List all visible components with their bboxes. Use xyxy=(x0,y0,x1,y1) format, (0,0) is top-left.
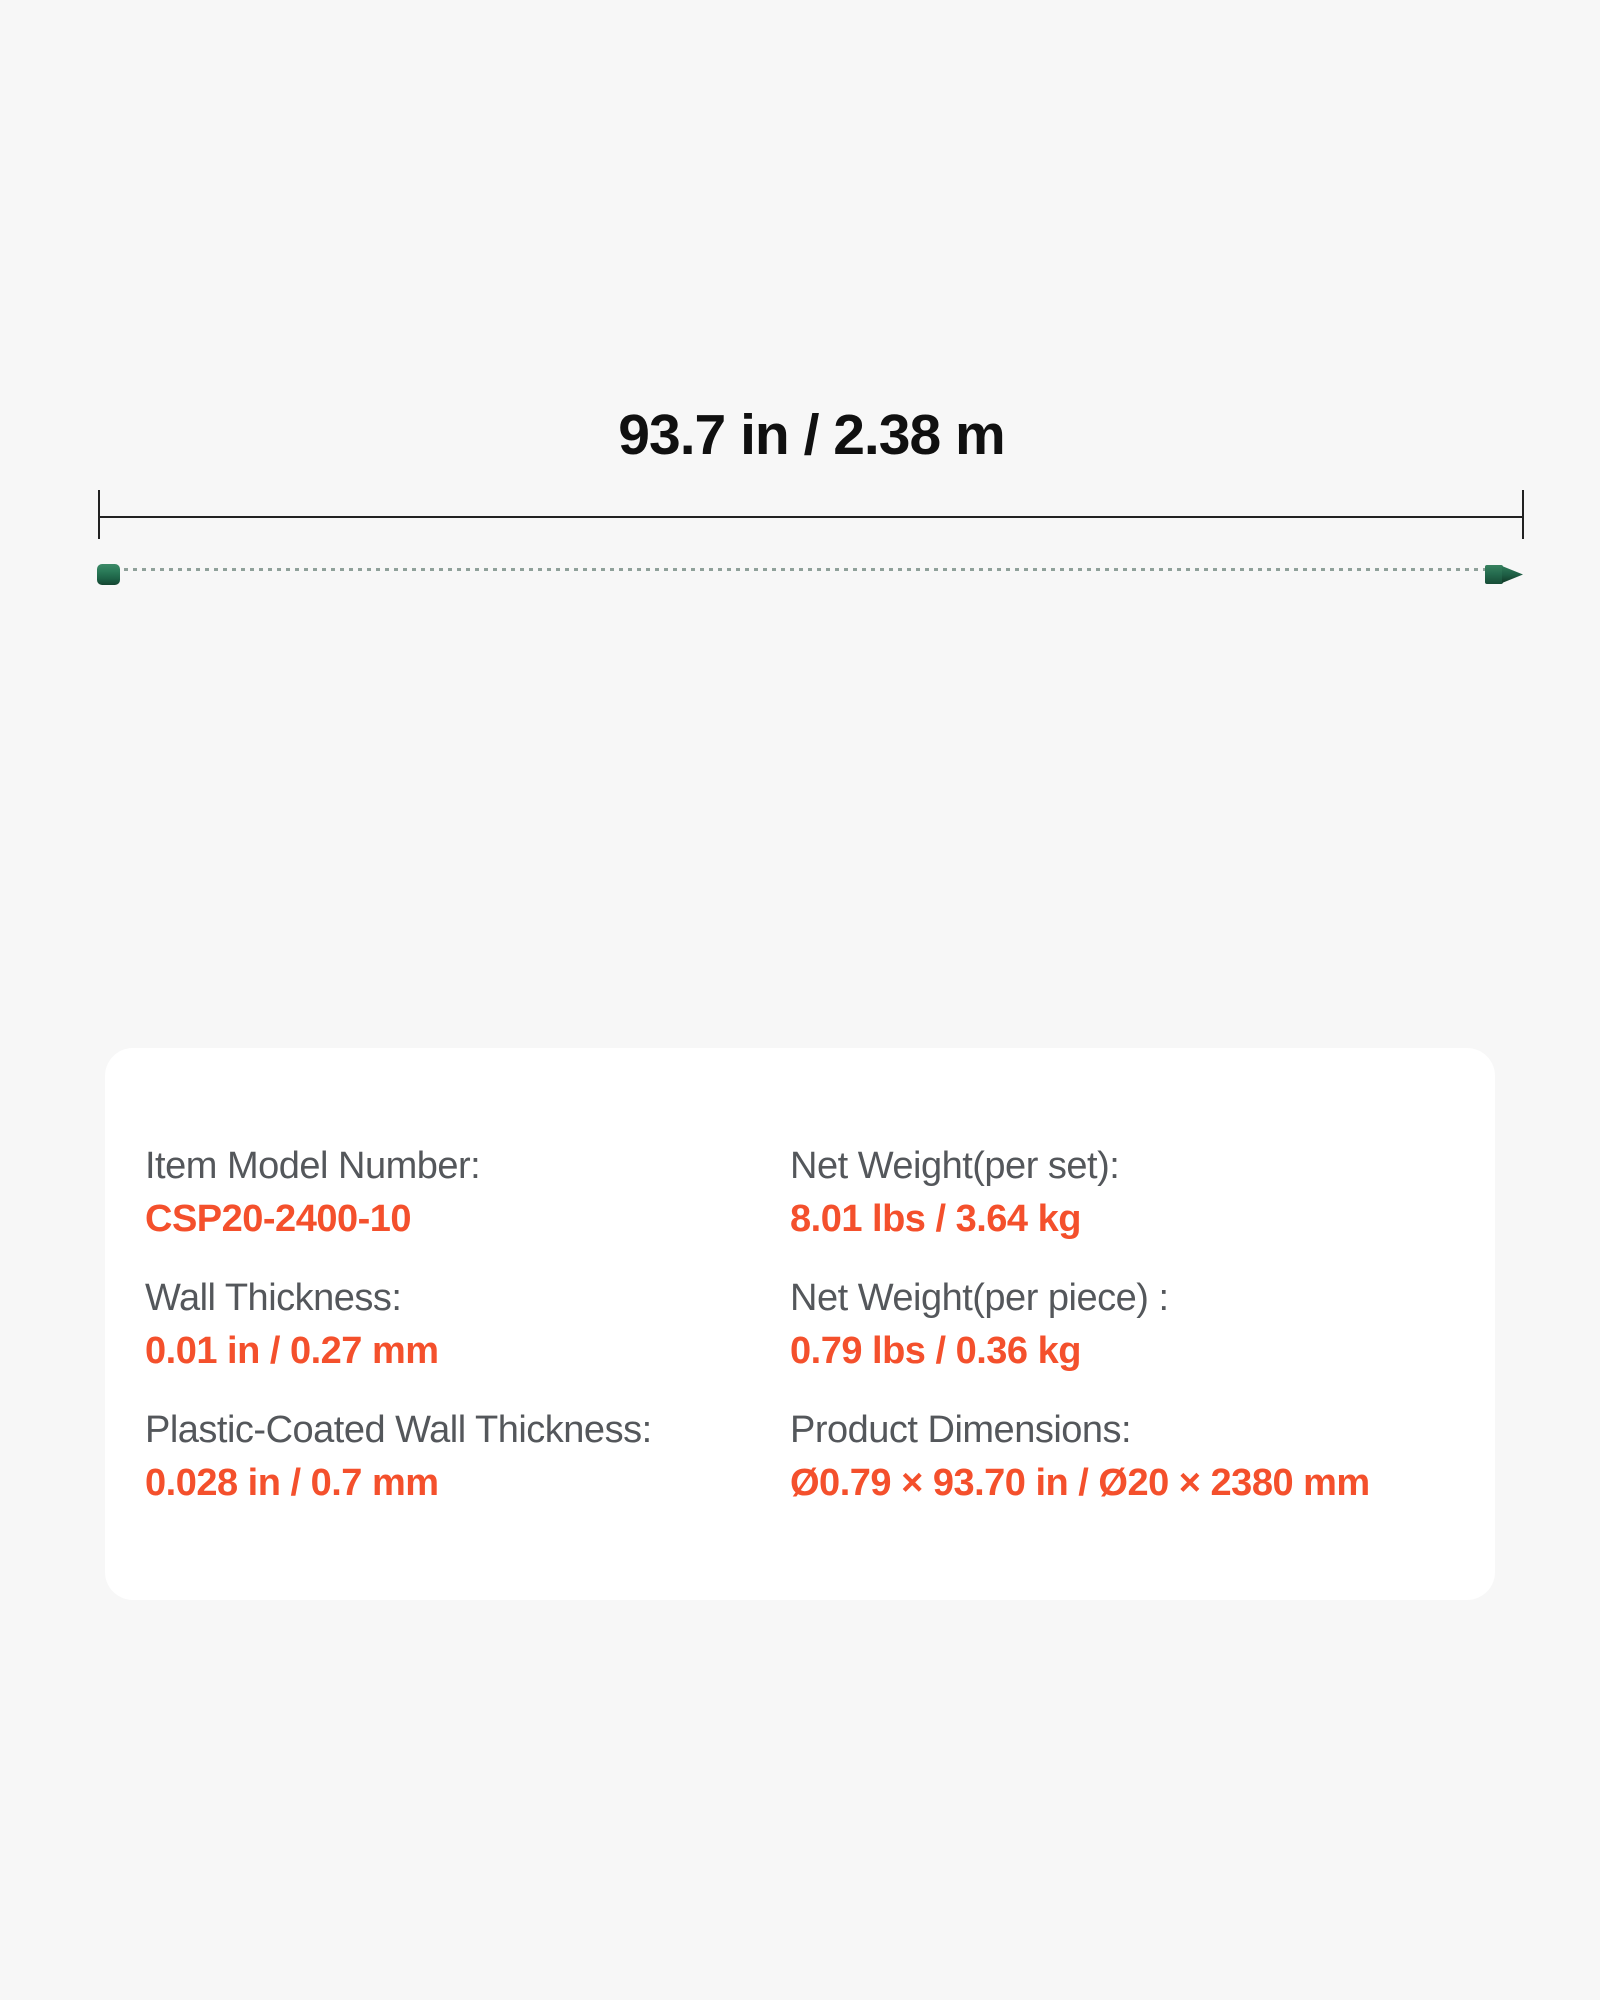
spec-value: Ø0.79 × 93.70 in / Ø20 × 2380 mm xyxy=(790,1462,1370,1504)
spec-label: Item Model Number: xyxy=(145,1145,481,1187)
spec-item-coated-wall-thickness xyxy=(145,1406,790,1507)
specs-grid xyxy=(145,1142,1455,1538)
spec-label: Product Dimensions: xyxy=(790,1409,1132,1451)
dimension-tick-right xyxy=(1522,490,1524,539)
stake-tip-collar xyxy=(1485,565,1503,584)
spec-item-model-number xyxy=(145,1142,790,1243)
spec-value: 8.01 lbs / 3.64 kg xyxy=(790,1198,1081,1240)
spec-item-net-weight-set xyxy=(790,1142,1455,1243)
spec-item-wall-thickness xyxy=(145,1274,790,1375)
spec-label: Net Weight(per set): xyxy=(790,1145,1120,1187)
spec-value: CSP20-2400-10 xyxy=(145,1198,412,1240)
spec-item-net-weight-piece xyxy=(790,1274,1455,1375)
spec-item-product-dimensions xyxy=(790,1406,1455,1507)
stake-pointed-tip xyxy=(1502,566,1523,583)
dimension-tick-left xyxy=(98,490,100,539)
length-dimension-label: 93.7 in / 2.38 m xyxy=(618,403,1005,467)
stake-graphic xyxy=(97,563,1524,587)
specs-card xyxy=(105,1048,1495,1600)
spec-label: Wall Thickness: xyxy=(145,1277,402,1319)
stake-body xyxy=(115,567,1487,582)
spec-label: Net Weight(per piece) : xyxy=(790,1277,1169,1319)
stake-end-cap xyxy=(97,564,120,585)
spec-value: 0.79 lbs / 0.36 kg xyxy=(790,1330,1081,1372)
dimension-line xyxy=(99,516,1524,518)
spec-label: Plastic-Coated Wall Thickness: xyxy=(145,1409,652,1451)
spec-value: 0.028 in / 0.7 mm xyxy=(145,1462,439,1504)
spec-value: 0.01 in / 0.27 mm xyxy=(145,1330,439,1372)
